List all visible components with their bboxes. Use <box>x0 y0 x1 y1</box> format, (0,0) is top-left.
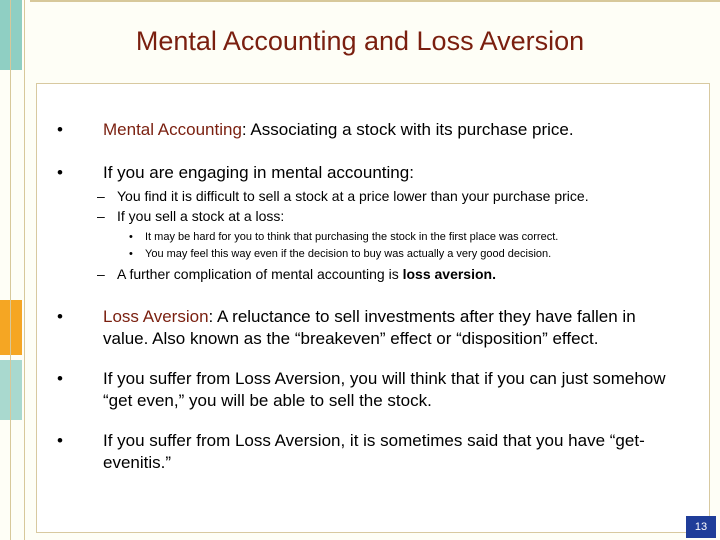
deco-block-teal-top <box>0 0 22 70</box>
bullet-get-evenitis-line2: evenitis.” <box>103 453 172 472</box>
deco-block-teal-bottom <box>0 360 22 420</box>
definition-loss-aversion-line2: value. Also known as the “breakeven” effect or “disposition” effect. <box>103 329 599 348</box>
bullet-dot: • <box>57 369 63 388</box>
dash: – <box>97 188 105 204</box>
subsub-dot: • <box>129 231 133 243</box>
bullet-engaging-text: If you are engaging in mental accounting: <box>103 163 414 182</box>
page-number: 13 <box>686 516 716 538</box>
term-loss-aversion-bold: loss aversion. <box>402 266 496 282</box>
dash: – <box>97 208 105 224</box>
bullet-dot: • <box>57 120 63 139</box>
sub-item-difficult-text: You find it is difficult to sell a stock at a price lower than your purchase price. <box>117 188 589 204</box>
definition-mental-accounting: : Associating a stock with its purchase price. <box>241 120 574 139</box>
slide-title: Mental Accounting and Loss Aversion <box>135 26 585 56</box>
top-decoration <box>30 0 720 8</box>
bullet-dot: • <box>57 307 63 326</box>
subsub-dot: • <box>129 248 133 260</box>
deco-block-orange <box>0 300 22 355</box>
deco-line-2 <box>24 0 25 540</box>
content-panel <box>36 83 710 533</box>
dash: – <box>97 266 105 282</box>
bullet-get-even-line2: “get even,” you will be able to sell the stock. <box>103 391 432 410</box>
bullet-get-even-line1: If you suffer from Loss Aversion, you will think that if you can just somehow <box>103 369 666 388</box>
bullet-dot: • <box>57 163 63 182</box>
bullet-dot: • <box>57 431 63 450</box>
subsub-item-feel-text: You may feel this way even if the decision to buy was actually a very good decision. <box>145 248 552 260</box>
left-decoration <box>0 0 30 540</box>
sub-item-loss-text: If you sell a stock at a loss: <box>117 208 285 224</box>
deco-line-1 <box>10 0 11 540</box>
term-mental-accounting: Mental Accounting <box>103 120 242 139</box>
subsub-item-hard-text: It may be hard for you to think that purchasing the stock in the first place was correct. <box>145 231 559 243</box>
bullet-get-evenitis-line1: If you suffer from Loss Aversion, it is sometimes said that you have “get- <box>103 431 645 450</box>
sub-item-complication-text: A further complication of mental accounting is <box>117 266 403 282</box>
term-loss-aversion: Loss Aversion <box>103 307 209 326</box>
definition-loss-aversion-line1: : A reluctance to sell investments after they have fallen in <box>208 307 636 326</box>
